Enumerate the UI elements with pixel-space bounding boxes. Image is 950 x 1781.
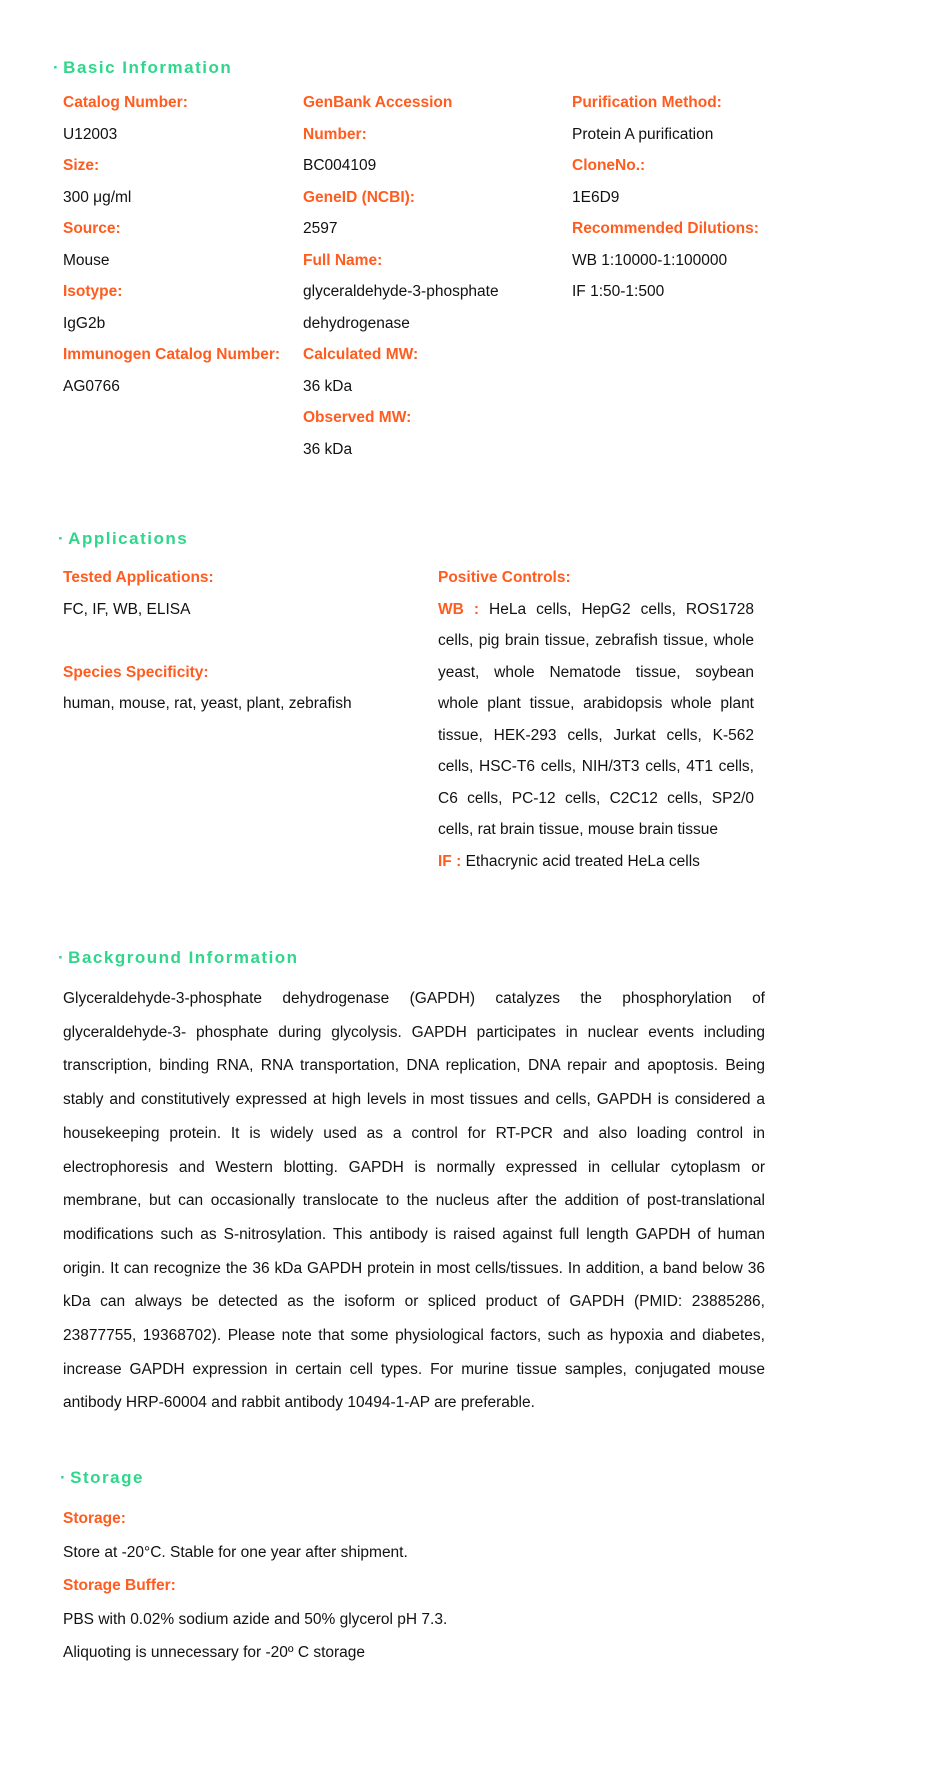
if-tag: IF : [438,852,462,870]
section-title-applications [58,529,188,549]
immunogen-catalog-value: AG0766 [63,377,120,395]
immunogen-catalog-label: Immunogen Catalog Number: [63,346,281,363]
storage-buffer-label: Storage Buffer: [63,1577,176,1594]
background-paragraph: Glyceraldehyde-3-phosphate dehydrogenase (GAPDH) catalyzes the phosphorylation of glyceraldehyde-3- phosphate during glycolysis. GAPDH participates in nuclear events including transcription, binding RNA, RNA transportation, DNA replication, DNA repair and apoptosis. Being stably and constitutively expressed at high levels in most tissues and cells, GAPDH is considered a housekeeping protein. It is widely used as a control for RT-PCR and also loading control in electrophoresis and Western blotting. GAPDH is normally expressed in cellular cytoplasm or membrane, but can occasionally translocate to the nucleus after the addition of post-translational modifications such as S-nitrosylation. This antibody is raised against full length GAPDH of human origin. It can recognize the 36 kDa GAPDH protein in most cells/tissues. In addition, a band below 36 kDa can always be detected as the isoform or spliced product of GAPDH (PMID: 23885286, 23877755, 19368702). Please note that some physiological factors, such as hypoxia and diabetes, increase GAPDH expression in certain cell types. For murine tissue samples, conjugated mouse antibody HRP-60004 and rabbit antibody 10494-1-AP are preferable. [63,990,765,1412]
if-controls-text: Ethacrynic acid treated HeLa cells [465,852,700,870]
genbank-label-line-2: Number: [303,125,367,143]
clone-number-label: CloneNo.: [572,157,646,174]
section-title-text: Basic Information [63,58,233,77]
basic-info-column-3 [572,87,872,308]
tested-applications-value: FC, IF, WB, ELISA [63,600,191,618]
observed-mw-label: Observed MW: [303,409,412,426]
positive-controls-label: Positive Controls: [438,569,571,586]
bullet-dot-icon: · [60,1468,68,1487]
applications-left-column [63,562,423,720]
size-value: 300 μg/ml [63,188,132,206]
section-title-text: Background Information [68,948,299,967]
bullet-dot-icon: · [58,529,66,548]
full-name-value-line-1: glyceraldehyde-3-phosphate [303,283,499,300]
applications-right-column [438,562,754,877]
source-label: Source: [63,220,121,237]
dilution-wb-value: WB 1:10000-1:100000 [572,251,728,269]
source-value: Mouse [63,251,110,269]
wb-controls-text: HeLa cells, HepG2 cells, ROS1728 cells, pig brain tissue, zebrafish tissue, whole yeast, whole Nematode tissue, soybean whole plant tissue, arabidopsis whole plant tissue, HEK-293 cells, Jurkat cells, K-562 cells, HSC-T6 cells, NIH/3T3 cells, 4T1 cells, C6 cells, PC-12 cells, C2C12 cells, SP2/0 cells, rat brain tissue, mouse brain tissue [438,600,755,838]
section-title-background-information [58,948,299,968]
purification-method-label: Purification Method: [572,94,722,111]
genbank-value: BC004109 [303,157,377,174]
genbank-label-line-1: GenBank Accession [303,94,453,111]
catalog-number-value: U12003 [63,125,118,143]
purification-method-value: Protein A purification [572,125,714,143]
section-title-basic-information [53,58,232,78]
bullet-dot-icon: · [58,948,66,967]
wb-tag: WB : [438,600,480,618]
basic-info-column-1 [63,87,293,402]
calculated-mw-label: Calculated MW: [303,346,419,363]
observed-mw-value: 36 kDa [303,440,353,458]
section-title-storage [60,1468,144,1488]
section-title-text: Storage [70,1468,144,1487]
full-name-value-line-2: dehydrogenase [303,314,410,332]
geneid-value: 2597 [303,220,338,237]
basic-info-column-2 [303,87,553,465]
clone-number-value: 1E6D9 [572,188,620,206]
tested-applications-label: Tested Applications: [63,569,214,586]
storage-value: Store at -20°C. Stable for one year after shipment. [63,1543,408,1561]
bullet-dot-icon: · [53,58,61,77]
storage-buffer-value: PBS with 0.02% sodium azide and 50% glycerol pH 7.3. [63,1610,448,1628]
section-title-text: Applications [68,529,189,548]
full-name-label: Full Name: [303,251,383,269]
isotype-label: Isotype: [63,283,123,300]
geneid-label: GeneID (NCBI): [303,188,415,206]
positive-controls-if [438,846,754,878]
storage-label: Storage: [63,1510,126,1527]
size-label: Size: [63,157,100,174]
species-specificity-value: human, mouse, rat, yeast, plant, zebrafish [63,695,352,712]
positive-controls-wb [438,594,754,846]
calculated-mw-value: 36 kDa [303,377,353,395]
catalog-number-label: Catalog Number: [63,94,188,111]
species-specificity-label: Species Specificity: [63,663,209,681]
spacer [63,625,423,657]
dilution-if-value: IF 1:50-1:500 [572,283,665,300]
isotype-value: IgG2b [63,314,106,332]
aliquoting-note: Aliquoting is unnecessary for -20º C storage [63,1644,366,1661]
storage-column [63,1502,763,1670]
recommended-dilutions-label: Recommended Dilutions: [572,220,759,237]
